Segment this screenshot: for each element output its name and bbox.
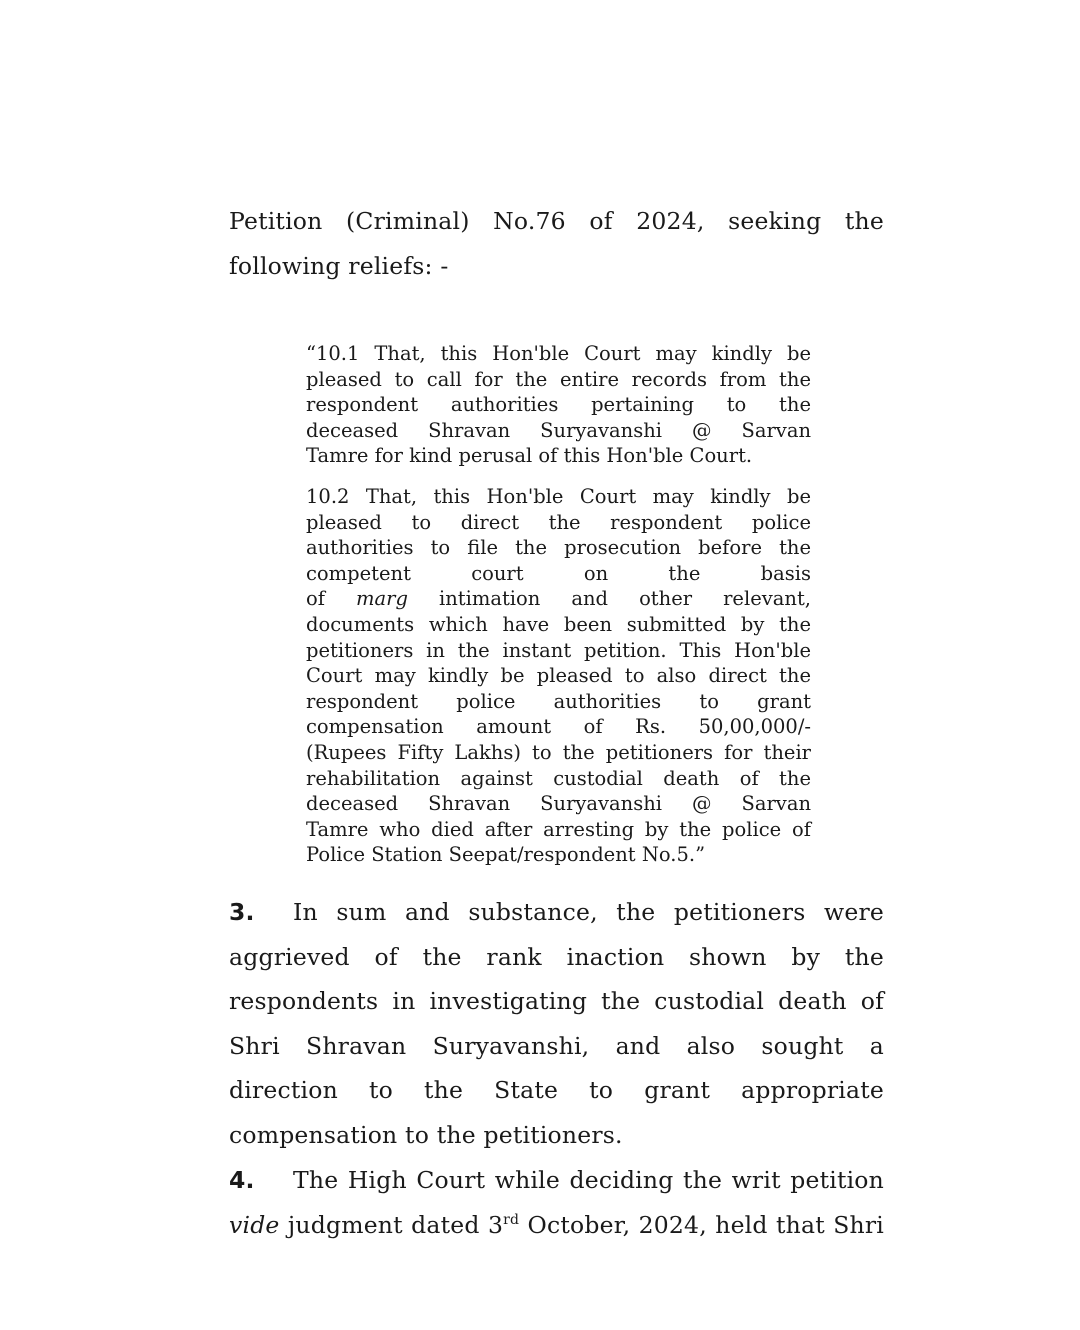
relief-2-line: deceased Shravan Suryavanshi @ Sarvan [306,792,811,816]
marg-word: marg [356,587,408,611]
relief-10-2-quote [306,484,811,868]
relief-2-line: Court may kindly be pleased to also direct the [306,664,811,688]
relief-2-line: petitioners in the instant petition. This Hon'ble [306,638,811,662]
para-3-line: direction to the State to grant appropriate [229,1076,884,1104]
relief-2-line: 10.2 That, this Hon'ble Court may kindly be [306,485,811,508]
para-3-line: respondents in investigating the custodial death of [229,987,884,1015]
relief-1-line: “10.1 That, this Hon'ble Court may kindly be [306,342,811,365]
para-4-line [229,1158,884,1203]
relief-2-line: documents which have been submitted by the [306,612,811,636]
relief-2-line: rehabilitation against custodial death of the [306,766,811,790]
of-word: of [306,587,356,611]
relief-2-line: Police Station Seepat/respondent No.5.” [306,843,706,867]
para-4-text: October, 2024, held that Shri [519,1210,884,1239]
relief-2-line-marg [306,586,811,612]
para-3-line: Shri Shravan Suryavanshi, and also sought a [229,1031,884,1060]
relief-2-line: (Rupees Fifty Lakhs) to the petitioners for their [306,740,811,764]
intro-line-1: Petition (Criminal) No.76 of 2024, seeking the [229,207,884,235]
para-4-text: judgment dated 3 [279,1210,504,1239]
para-3-line: aggrieved of the rank inaction shown by the [229,942,884,971]
para-4-text: The High Court while deciding the writ petition [293,1166,884,1194]
relief-10-1-quote [306,341,811,469]
para-3-line [229,890,884,935]
relief-2-line: compensation amount of Rs. 50,00,000/- [306,715,811,739]
paragraph-3 [229,890,884,1157]
relief-2-line: authorities to file the prosecution before the [306,536,811,560]
paragraph-number: 4. [229,1166,255,1194]
relief-2-line: pleased to direct the respondent police [306,510,811,534]
relief-1-line: pleased to call for the entire records from the [306,367,811,391]
relief-2-line: Tamre who died after arresting by the police of [306,817,811,841]
relief-1-line: deceased Shravan Suryavanshi @ Sarvan [306,418,811,442]
marg-rest: intimation and other relevant, [407,587,811,611]
paragraph-number: 3. [229,898,255,926]
intro-line-2: following reliefs: - [229,251,449,280]
relief-1-line: respondent authorities pertaining to the [306,393,811,417]
paragraph-4 [229,1158,884,1247]
relief-2-line: competent court on the basis [306,561,811,585]
ordinal-suffix: rd [503,1211,520,1228]
vide-word: vide [229,1210,280,1239]
para-3-line: compensation to the petitioners. [229,1120,623,1149]
intro-paragraph [229,199,884,288]
para-3-text: In sum and substance, the petitioners were [293,898,884,926]
relief-1-line: Tamre for kind perusal of this Hon'ble Court. [306,444,753,468]
para-4-line [229,1203,884,1248]
relief-2-line: respondent police authorities to grant [306,689,811,713]
